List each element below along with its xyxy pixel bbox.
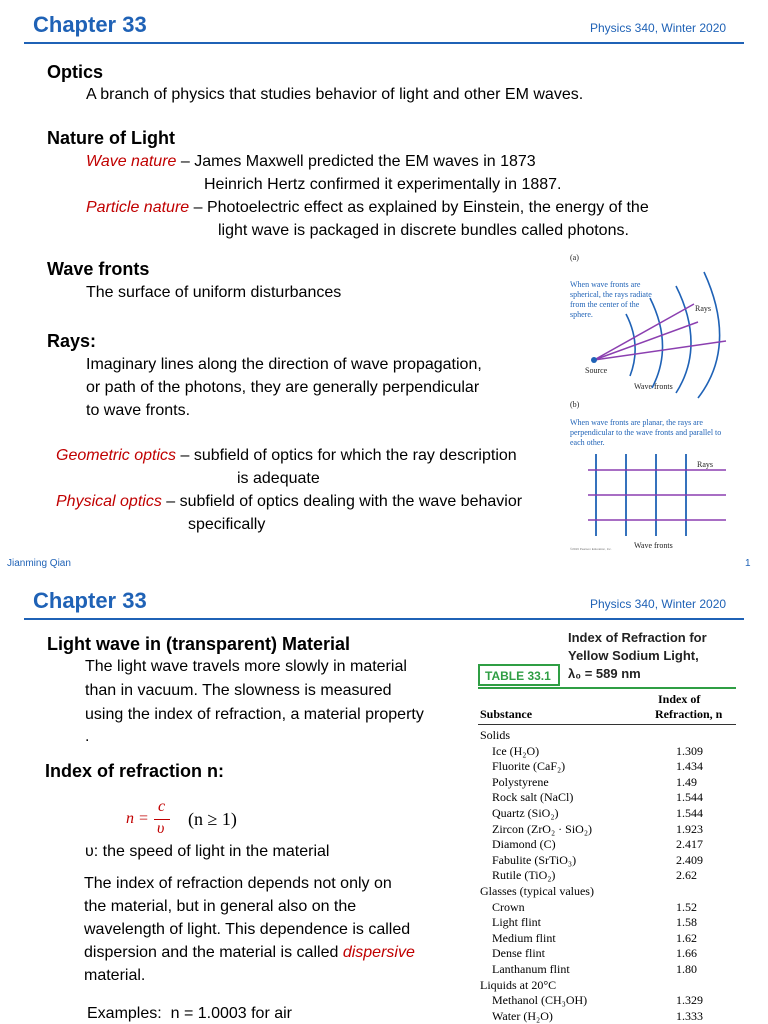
table-row [478,946,738,962]
table-group-heading [478,978,738,994]
table-row [478,931,738,947]
table-row [478,868,738,884]
examples-text: n = 1.0003 for air [170,1005,293,1022]
source-point [591,357,597,363]
ray-2 [594,322,698,360]
table-index-value: 1.58 [676,915,697,930]
physical-optics-label: Physical optics [56,493,162,510]
table-index-value: 1.544 [676,806,703,820]
light-wave-line-1: The light wave travels more slowly in material [85,658,407,675]
wave-nature-text: – James Maxwell predicted the EM waves in 1873 [176,153,536,170]
table-index-value: 2.417 [676,837,703,852]
table-title-line-1: Index of Refraction for [568,630,707,645]
formula-condition: (n ≥ 1) [188,809,237,829]
table-row [478,837,738,853]
table-title-line-3: λ₀ = 589 nm [568,666,641,681]
table-row [478,744,738,760]
wavefront-arc-4 [698,272,720,398]
ray-1 [594,304,694,360]
photon-line: light wave is packaged in discrete bundles called photons. [218,222,629,239]
formula-lhs: n = [126,810,149,827]
table-index-value: 1.309 [676,743,703,758]
table-index-value: 1.333 [676,1008,703,1023]
physical-optics-line [56,493,522,511]
slide-2 [0,576,768,1024]
table-substance: Zircon (ZrO₂ · SiO₂) [492,821,593,836]
table-badge-text: TABLE 33.1 [485,669,551,683]
examples-label: Examples: [87,1005,162,1022]
dispersion-line-2: the material, but in general also on the [84,898,357,915]
wave-nature-label: Wave nature [86,153,177,170]
rays-line-1: Imaginary lines along the direction of wave propagation, [86,356,482,373]
table-row [478,790,738,806]
table-row [478,853,738,869]
wavefronts-label: Wave fronts [634,382,673,391]
source-label: Source [585,366,608,375]
table-index-value: 2.62 [676,868,697,883]
table-row [478,915,738,931]
light-wave-line-2: than in vacuum. The slowness is measured [85,682,392,699]
particle-nature-line [86,199,649,217]
header-rule-2 [24,618,744,620]
index-heading: Index of refraction n: [45,761,225,781]
physical-optics-text: – subfield of optics dealing with the wave behavior [161,493,523,510]
dispersion-line-1: The index of refraction depends not only on [84,875,392,892]
geometric-optics-label: Geometric optics [56,447,177,464]
dispersive-term: dispersive [342,944,415,961]
wavefront-diagram [566,248,734,556]
table-substance: Light flint [492,915,541,930]
table-body [478,728,738,1024]
wavefronts-heading: Wave fronts [47,259,150,279]
refraction-table [478,626,738,1024]
table-substance: Dense flint [492,946,545,961]
table-group-heading [478,884,738,900]
table-index-value: 1.923 [676,821,703,836]
upsilon-definition: υ: the speed of light in the material [85,843,330,860]
table-substance: Rutile (TiO₂) [492,868,556,883]
chapter-title-2: Chapter 33 [33,588,147,613]
table-row [478,900,738,916]
footer-page: 1 [745,558,751,569]
table-badge [478,664,560,686]
table-row [478,775,738,791]
table-substance: Lanthanum flint [492,962,570,976]
table-substance: Quartz (SiO₂) [492,806,559,820]
ray-3 [594,341,726,360]
table-index-value: 2.409 [676,852,703,867]
wavefront-arc-3 [676,286,691,393]
table-row [478,806,738,822]
table-col2-header-1: Index of [658,692,701,706]
figure-a-label: (a) [570,253,579,262]
table-index-value: 1.52 [676,899,697,914]
table-index-value: 1.62 [676,930,697,945]
examples-line [87,1005,292,1023]
table-group-heading [478,728,738,744]
figure-a-caption: When wave fronts are spherical, the rays radiate from the center of the sphere. [570,280,652,319]
dispersion-line-4 [84,944,415,962]
table-index-value: 1.544 [676,790,703,805]
light-wave-heading: Light wave in (transparent) Material [47,634,351,654]
physical-optics-line-2: specifically [188,516,266,533]
table-substance: Crown [492,899,525,914]
dispersion-line-3: wavelength of light. This dependence is called [84,921,411,938]
table-substance: Polystyrene [492,774,549,789]
chapter-title: Chapter 33 [33,12,147,37]
table-substance: Diamond (C) [492,837,556,852]
dispersion-line-4-text: dispersion and the material is called [84,944,343,961]
table-substance: Medium flint [492,930,556,945]
table-substance: Water (H₂O) [492,1008,553,1023]
table-substance: Rock salt (NaCl) [492,790,574,805]
table-substance: Methanol (CH₃OH) [492,993,588,1008]
table-title-line-2: Yellow Sodium Light, [568,648,699,663]
table-row [478,759,738,775]
table-index-value: 1.329 [676,993,703,1008]
particle-nature-label: Particle nature [86,199,190,216]
table-index-value: 1.80 [676,962,697,976]
planar-wavefronts-label: Wave fronts [634,541,673,550]
nature-heading: Nature of Light [47,128,175,148]
course-label-2: Physics 340, Winter 2020 [590,597,727,611]
optics-text: A branch of physics that studies behavior of light and other EM waves. [86,86,584,103]
table-substance: Ice (H₂O) [492,743,540,758]
wavefront-figure [566,248,734,556]
rays-line-2: or path of the photons, they are generally perpendicular [86,379,480,396]
wavefronts-text: The surface of uniform disturbances [86,284,342,301]
figure-b-caption: When wave fronts are planar, the rays are perpendicular to the wave fronts and parallel to each other. [570,418,722,447]
table-row [478,962,738,978]
formula-denominator: υ [157,820,165,837]
optics-heading: Optics [47,62,104,82]
table-index-value: 1.434 [676,759,703,774]
geometric-optics-line [56,447,517,465]
table-index-value: 1.49 [676,774,697,789]
table-group-name: Glasses (typical values) [480,884,594,898]
table-index-value: 1.66 [676,946,697,961]
hertz-line: Heinrich Hertz confirmed it experimentally in 1887. [204,176,562,193]
particle-nature-text: – Photoelectric effect as explained by Einstein, the energy of the [189,199,649,216]
formula-numerator: c [158,798,166,815]
table-group-name: Solids [480,728,511,742]
footer-author: Jianming Qian [7,558,71,569]
light-wave-line-4: . [85,728,90,745]
dispersion-line-5: material. [84,967,146,984]
rays-label: Rays [695,304,711,313]
geometric-optics-text: – subfield of optics for which the ray description [176,447,517,464]
light-wave-line-3: using the index of refraction, a material property [85,706,424,723]
rays-heading: Rays: [47,331,97,351]
figure-b-label: (b) [570,400,580,409]
table-row [478,1009,738,1024]
table-header-rule [478,724,736,725]
course-label: Physics 340, Winter 2020 [590,21,727,35]
table-col1-header: Substance [480,707,533,721]
table-row [478,993,738,1009]
table-top-rule [478,687,736,689]
wavefront-arc-2 [650,298,663,388]
table-substance: Fabulite (SrTiO₃) [492,852,577,867]
geometric-optics-line-2: is adequate [237,470,320,487]
table-col2-header-2: Refraction, n [655,707,723,721]
table-substance: Fluorite (CaF₂) [492,759,566,774]
planar-rays-label: Rays [697,460,713,469]
figure-copyright: ©2016 Pearson Education, Inc. [570,547,612,551]
table-group-name: Liquids at 20°C [480,977,557,992]
table-row [478,822,738,838]
rays-line-3: to wave fronts. [86,402,191,419]
header-rule [24,42,744,44]
wave-nature-line [86,153,536,171]
